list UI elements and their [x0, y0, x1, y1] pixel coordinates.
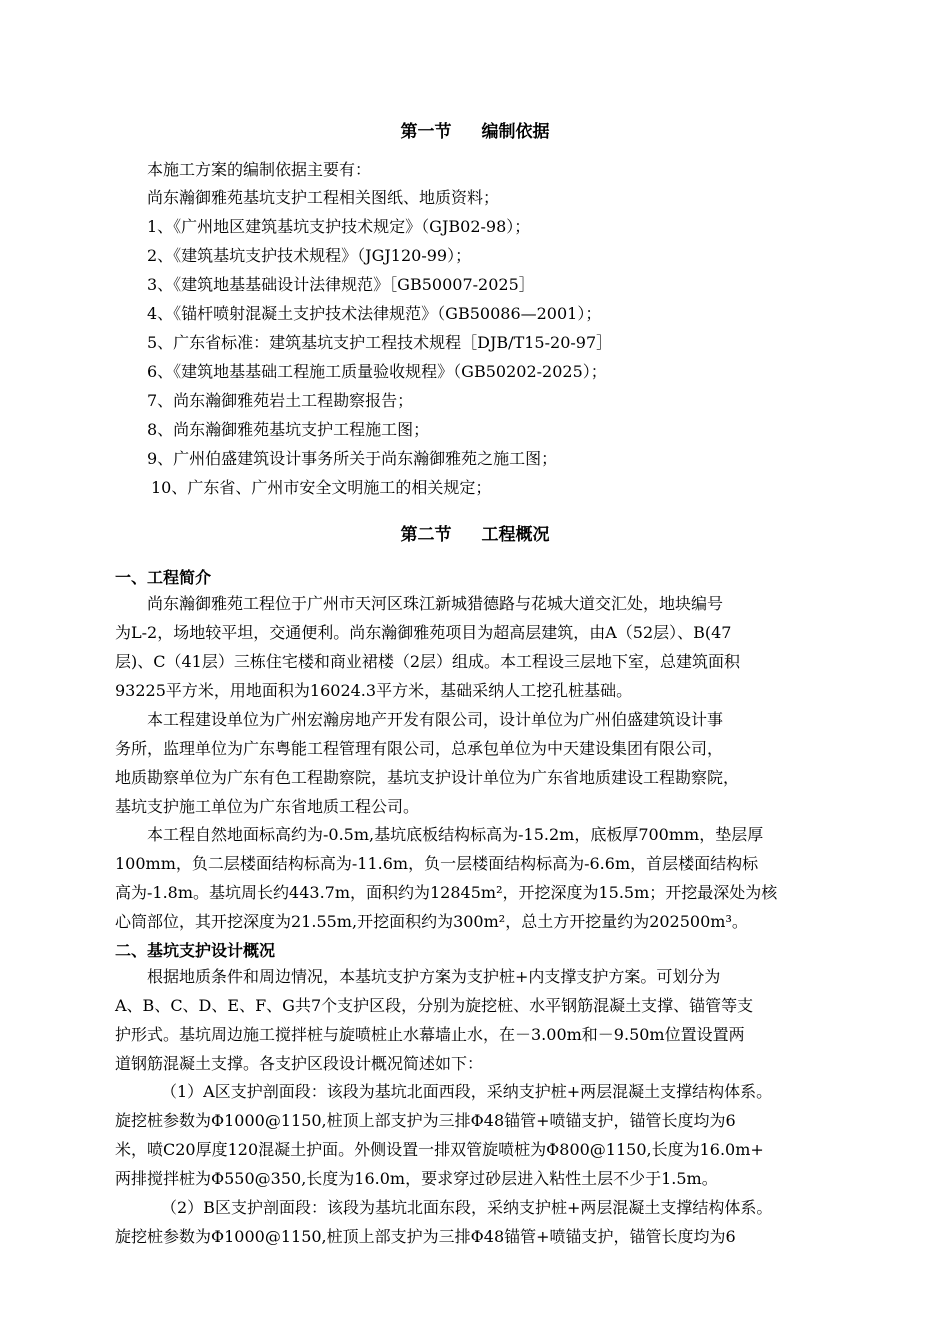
text-line: 心筒部位，其开挖深度为21.55m,开挖面积约为300m²，总土方开挖量约为202500m³。 [115, 912, 748, 931]
basis-item: 9、广州伯盛建筑设计事务所关于尚东瀚御雅苑之施工图； [147, 449, 558, 468]
text-line: 两排搅拌桩为Φ550@350,长度为16.0m，要求穿过砂层进入粘性土层不少于1.5m。 [115, 1169, 718, 1188]
basis-intro-2: 尚东瀚御雅苑基坑支护工程相关图纸、地质资料； [147, 188, 500, 207]
paragraph-zone-a [115, 1077, 860, 1193]
text-line: 100mm，负二层楼面结构标高为-11.6m，负一层楼面结构标高为-6.6m，首层楼面结构标 [115, 854, 759, 873]
paragraph-participating-units [115, 705, 860, 821]
paragraph-elevations [115, 820, 860, 936]
basis-item: 5、广东省标准：建筑基坑支护工程技术规程［DJB/T15-20-97］ [147, 333, 613, 352]
subheading-project-intro: 一、工程简介 [115, 568, 212, 587]
basis-item: 3、《建筑地基基础设计法律规范》［GB50007-2025］ [147, 275, 535, 294]
text-line: 务所，监理单位为广东粤能工程管理有限公司，总承包单位为中天建设集团有限公司， [115, 739, 724, 758]
text-line: 93225平方米，用地面积为16024.3平方米，基础采纳人工挖孔桩基础。 [115, 681, 633, 700]
basis-item: 6、《建筑地基基础工程施工质量验收规程》（GB50202-2025）； [147, 362, 607, 381]
section2-title: 工程概况 [481, 525, 550, 545]
basis-item: 8、尚东瀚御雅苑基坑支护工程施工图； [147, 420, 430, 439]
section2-number: 第二节 [400, 525, 452, 545]
text-line: （1）A区支护剖面段：该段为基坑北面西段，采纳支护桩+两层混凝土支撑结构体系。 [161, 1082, 773, 1101]
section1-number: 第一节 [400, 122, 452, 142]
subheading-support-design: 二、基坑支护设计概况 [115, 941, 276, 960]
text-line: 为L-2，场地较平坦，交通便利。尚东瀚御雅苑项目为超高层建筑，由A（52层）、B(47 [115, 623, 732, 642]
basis-item: 1、《广州地区建筑基坑支护技术规定》（GJB02-98）； [147, 217, 531, 236]
text-line: 护形式。基坑周边施工搅拌桩与旋喷桩止水幕墙止水，在－3.00m和－9.50m位置设置两 [115, 1025, 745, 1044]
basis-item: 2、《建筑基坑支护技术规程》（JGJ120-99）； [147, 246, 472, 265]
text-line: A、B、C、D、E、F、G共7个支护区段，分别为旋挖桩、水平钢筋混凝土支撑、锚管等支 [115, 996, 754, 1015]
text-line: 本工程自然地面标高约为-0.5m,基坑底板结构标高为-15.2m，底板厚700mm，垫层厚 [147, 825, 764, 844]
paragraph-project-location [115, 589, 860, 705]
basis-item: 7、尚东瀚御雅苑岩土工程勘察报告； [147, 391, 414, 410]
text-line: 基坑支护施工单位为广东省地质工程公司。 [115, 797, 420, 816]
text-line: 旋挖桩参数为Φ1000@1150,桩顶上部支护为三排Φ48锚管+喷锚支护，锚管长度均为6 [115, 1111, 736, 1130]
text-line: 地质勘察单位为广东有色工程勘察院，基坑支护设计单位为广东省地质建设工程勘察院， [115, 768, 740, 787]
text-line: （2）B区支护剖面段：该段为基坑北面东段，采纳支护桩+两层混凝土支撑结构体系。 [161, 1198, 773, 1217]
paragraph-support-scheme [115, 962, 860, 1078]
text-line: 尚东瀚御雅苑工程位于广州市天河区珠江新城猎德路与花城大道交汇处，地块编号 [147, 594, 724, 613]
text-line: 旋挖桩参数为Φ1000@1150,桩顶上部支护为三排Φ48锚管+喷锚支护，锚管长度均为6 [115, 1227, 736, 1246]
section2-heading [0, 520, 950, 545]
section1-title: 编制依据 [481, 122, 550, 142]
text-line: 层)、C（41层）三栋住宅楼和商业裙楼（2层）组成。本工程设三层地下室，总建筑面积 [115, 652, 741, 671]
text-line: 本工程建设单位为广州宏瀚房地产开发有限公司，设计单位为广州伯盛建筑设计事 [147, 710, 724, 729]
text-line: 根据地质条件和周边情况，本基坑支护方案为支护桩+内支撑支护方案。可划分为 [147, 967, 721, 986]
paragraph-zone-b [115, 1193, 860, 1251]
basis-item: 4、《锚杆喷射混凝土支护技术法律规范》（GB50086—2001）； [147, 304, 602, 323]
text-line: 高为-1.8m。基坑周长约443.7m，面积约为12845m²，开挖深度为15.5m；开挖最深处为核 [115, 883, 778, 902]
text-line: 道钢筋混凝土支撑。各支护区段设计概况简述如下： [115, 1054, 484, 1073]
text-line: 米，喷C20厚度120混凝土护面。外侧设置一排双管旋喷桩为Φ800@1150,长度为16.0m+ [115, 1140, 764, 1159]
basis-item: 10、广东省、广州市安全文明施工的相关规定； [151, 478, 492, 497]
basis-intro: 本施工方案的编制依据主要有： [147, 160, 372, 179]
section1-heading [0, 117, 950, 142]
